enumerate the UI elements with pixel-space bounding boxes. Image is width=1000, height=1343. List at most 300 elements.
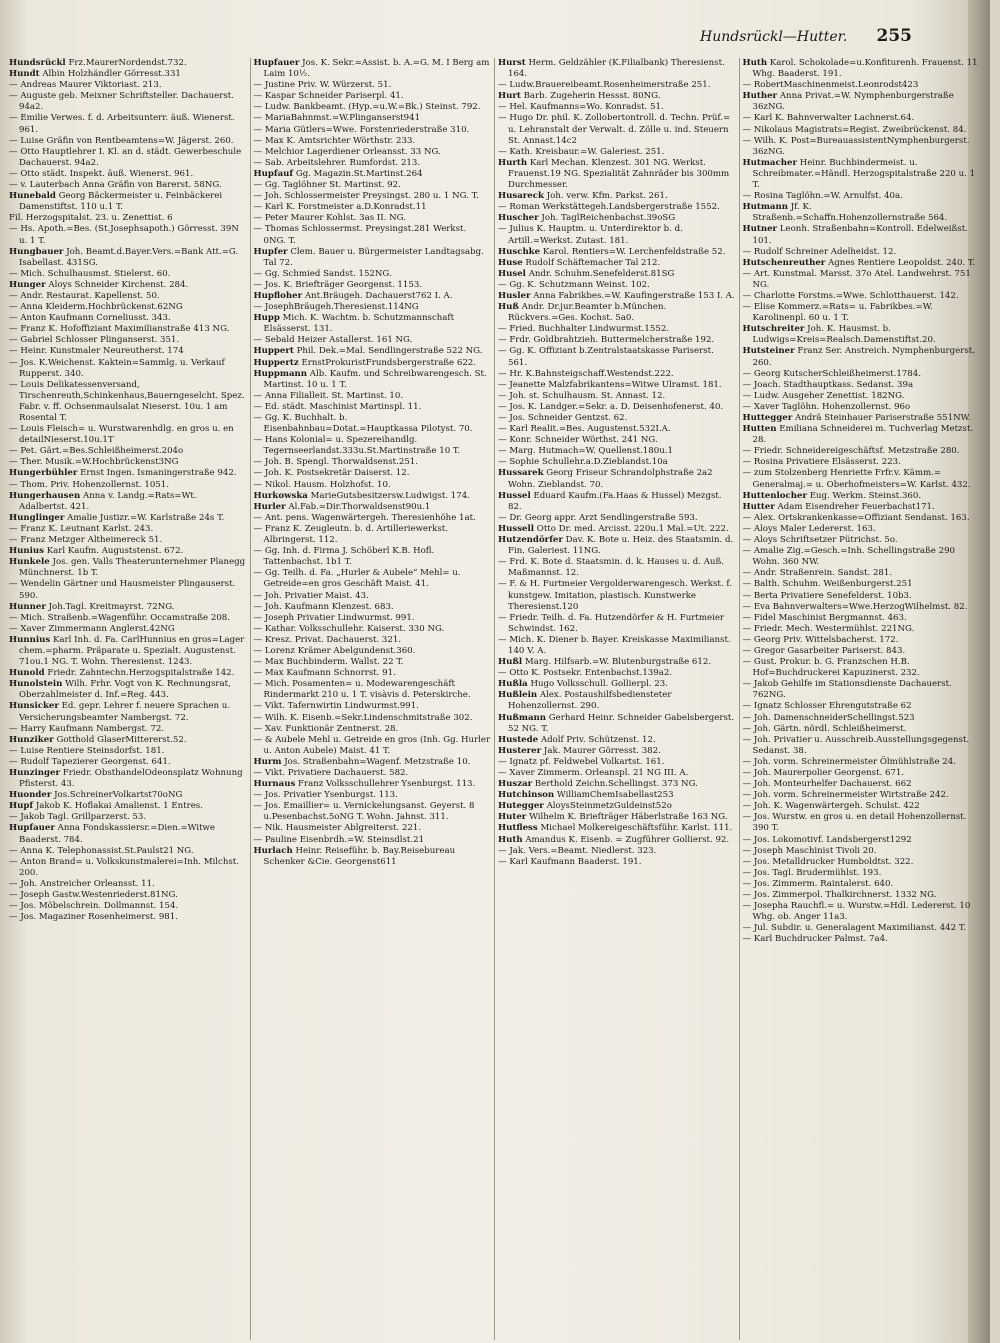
entry-details: — Kathar. Volksschullehr. Kaiserst. 330 NG. [253, 623, 445, 634]
entry-details: — Jos. Wurstw. en gros u. en detail Hohenzollernst. 390 T. [742, 812, 967, 834]
entry-surname: Hungerbühler [9, 468, 78, 479]
entry-details: — Joh. K. Postsekretär Daiserst. 12. [253, 468, 410, 479]
directory-entry [743, 890, 982, 901]
entry-details: — Andr. Straßenrein. Sandst. 281. [742, 568, 893, 579]
entry-surname: Hustede [498, 734, 539, 745]
directory-entry [254, 624, 492, 635]
entry-details: — Julius K. Hauptm. u. Unterdirektor b. d. Artill.=Werkst. Zutast. 181. [498, 224, 683, 246]
directory-entry [9, 446, 247, 457]
directory-entry [9, 468, 247, 479]
directory-entry [254, 568, 492, 590]
entry-details: — Dr. Georg appr. Arzt Sendlingerstraße 593. [498, 512, 698, 523]
entry-surname: Huther [742, 91, 778, 102]
entry-details: — Joh. st. Schulhausm. St. Annast. 12. [498, 390, 666, 401]
entry-details: Anna Fondskassiersr.=Dien.=Witwe Baaderst. 784. [19, 823, 215, 845]
directory-entry [254, 779, 492, 790]
directory-entry [498, 468, 736, 490]
entry-details: Adolf Priv. Schützenst. 12. [540, 734, 656, 745]
entry-details: — Emilie Verwes. f. d. Arbeitsunterr. äuß. Wienerst. 961. [9, 113, 235, 135]
directory-entry [498, 679, 736, 690]
directory-entry [254, 391, 492, 402]
entry-details: — Pauline Eisenbrdh.=W. Steinsdlst.21 [253, 834, 425, 845]
directory-entry [498, 435, 736, 446]
directory-entry [498, 779, 736, 790]
entry-details: — Ignatz pf. Feldwebel Volkartst. 161. [498, 756, 665, 767]
entry-details: — Marg. Hutmach=W. Quellenst.180u.1 [498, 446, 673, 457]
entry-details: — Friedr. Schneidereigeschäftsf. Metzstraße 280. [742, 446, 960, 457]
entry-surname: Huse [498, 257, 523, 268]
directory-entry [254, 169, 492, 180]
directory-entry [743, 491, 982, 502]
directory-entry [743, 713, 982, 724]
directory-entry [743, 391, 982, 402]
entry-details: — Vikt. Tafernwirtin Lindwurmst.991. [253, 701, 419, 712]
entry-details: — Anton Brand= u. Volkskunstmalerei=Inh. Milchst. 200. [9, 856, 239, 878]
entry-details: — Wilh. K. Post=BureauassistentNymphenburgerst. 36zNG. [742, 135, 970, 157]
entry-details: Ed. gepr. Lehrer f. neuere Sprachen u. Versicherungsbeamter Nambergst. 72. [19, 701, 231, 723]
entry-details: Agnes Rentiere Leopoldst. 240. T. [828, 257, 976, 268]
directory-entry [498, 446, 736, 457]
entry-details: Jf. K. Straßenb.=Schaffn.Hohenzollernstraße 564. [752, 202, 948, 224]
directory-entry [9, 801, 247, 812]
entry-surname: Husler [498, 290, 531, 301]
directory-entry [498, 613, 736, 635]
entry-surname: Huppertz [253, 357, 299, 368]
entry-details: Gotthold GlaserMittererst.52. [56, 734, 187, 745]
entry-details: — Otto städt. Inspekt. äuß. Wienerst. 961. [9, 168, 194, 179]
entry-surname: Hußmann [498, 712, 547, 723]
entry-details: Jos. K. Sekr.=Assist. b. A.=G. M. I Berg am Laim 10½. [263, 58, 490, 80]
directory-entry [254, 668, 492, 679]
directory-entry [743, 768, 982, 779]
directory-entry [743, 868, 982, 879]
directory-entry [743, 591, 982, 602]
entry-details: — Xav. Funktionär Zentnerst. 28. [253, 723, 399, 734]
directory-entry [254, 313, 492, 335]
directory-entry [743, 58, 982, 80]
entry-details: — Melchior Lagerdiener Orleansst. 33 NG. [253, 146, 441, 157]
entry-details: Jos.SchreinerVolkartst70oNG [54, 790, 183, 801]
entry-details: — Gg. K. Offiziant b.Zentralstaatskasse Pariserst. 561. [498, 346, 714, 368]
entry-details: Eug. Werkm. Steinst.360. [809, 490, 922, 501]
entry-details: — Justine Priv. W. Würzerst. 51. [253, 80, 392, 91]
entry-details: Albin Holzhändler Görresst.331 [42, 69, 181, 80]
entry-details: Barb. Zugeherin Hessst. 80NG. [523, 91, 661, 102]
directory-entry [9, 113, 247, 135]
directory-entry [254, 468, 492, 479]
entry-surname: Hundsrückl [9, 58, 66, 68]
directory-entry [254, 591, 492, 602]
entry-details: — Gg. K. Buchhalt. b. Eisenbahnbau=Dotat.=Hauptkassa Pilotyst. 70. [253, 413, 473, 435]
entry-surname: Hußla [498, 679, 528, 690]
directory-entry [498, 258, 736, 269]
directory-entry [9, 579, 247, 601]
directory-entry [498, 380, 736, 391]
directory-entry [743, 812, 982, 834]
directory-entry [254, 502, 492, 513]
entry-details: — Joh. Privatier Maist. 43. [253, 590, 369, 601]
entry-details: Jos. gen. Valls Theaterunternehmer Planegg Münchnerst. 1b T. [19, 557, 246, 579]
entry-surname: Hunglinger [9, 512, 65, 523]
column-1 [6, 58, 251, 1340]
page-number: 255 [876, 26, 912, 46]
entry-surname: Huttegger [742, 413, 793, 423]
entry-details: — Rudolf Tapezierer Georgenst. 641. [9, 756, 171, 767]
entry-surname: Hurler [253, 501, 286, 512]
entry-surname: Hutzendörfer [498, 535, 563, 546]
directory-entry [743, 258, 982, 269]
directory-entry [9, 535, 247, 546]
directory-entry [254, 369, 492, 391]
directory-entry [743, 468, 982, 490]
entry-surname: Hunolstein [9, 679, 63, 690]
directory-entry [743, 224, 982, 246]
directory-entry [254, 191, 492, 202]
entry-details: — Joh. K. Wagenwärtergeh. Schulst. 422 [742, 801, 920, 812]
directory-entry [254, 524, 492, 546]
directory-entry [254, 269, 492, 280]
entry-details: Wilh. Frhr. Vogt von K. Rechnungsrat, Oberzahlmeister d. Inf.=Reg. 443. [19, 679, 231, 701]
entry-details: — Karl K. Bahnverwalter Lachnerst.64. [742, 113, 915, 124]
directory-entry [9, 480, 247, 491]
entry-details: — Friedr. Mech. Westermühlst. 221NG. [742, 623, 915, 634]
entry-details: Ernst Ingen. Ismaningerstraße 942. [80, 468, 237, 479]
directory-entry [498, 857, 736, 868]
directory-entry [254, 402, 492, 413]
entry-surname: Hupf [9, 801, 34, 812]
entry-details: — Franz K. Leutnant Karlst. 243. [9, 523, 154, 534]
entry-details: — Joh. Privatier u. Ausschreib.Ausstellungsgegenst. Sedanst. 38. [742, 734, 970, 756]
entry-surname: Hunius [9, 546, 44, 557]
entry-details: Alex. Postaushilfsbediensteter Hohenzollernst. 290. [508, 690, 672, 712]
directory-entry [498, 690, 736, 712]
entry-surname: Hutten [742, 424, 777, 435]
directory-entry [743, 879, 982, 890]
directory-entry [9, 280, 247, 291]
entry-surname: Huth [498, 834, 523, 845]
entry-surname: Huttenlocher [742, 490, 807, 501]
entry-details: — Ludw. Bankbeamt. (Hyp.=u.W.=Bk.) Steinst. 792. [253, 102, 481, 113]
directory-entry [743, 502, 982, 513]
directory-entry [9, 757, 247, 768]
entry-surname: Huppmann [253, 368, 308, 379]
entry-details: — Fidel Maschinist Bergmannst. 463. [742, 612, 907, 623]
directory-entry [498, 202, 736, 213]
directory-entry [9, 491, 247, 513]
entry-details: — Eva Bahnverwalters=Wwe.HerzogWilhelmst. 82. [742, 601, 968, 612]
directory-entry [743, 302, 982, 324]
entry-details: — Harry Kaufmann Nambergst. 72. [9, 723, 165, 734]
entry-details: Fil. Herzogspitalst. 23. u. Zenettist. 6 [9, 213, 173, 224]
entry-details: — Joh. Kaufmann Klenzest. 683. [253, 601, 394, 612]
entry-details: — Joh. vorm. Schreinermeister Ölmühlstraße 24. [742, 756, 956, 767]
entry-surname: Hußl [498, 657, 523, 668]
entry-details: Leonh. Straßenbahn=Kontroll. Edelweißst. 101. [752, 224, 968, 246]
directory-entry [498, 790, 736, 801]
entry-details: Andr. Dr.jur.Beamter b.München. Rückvers.=Ges. Kochst. 5a0. [508, 302, 667, 324]
entry-details: — Jos. Zimmerpol. Thalkirchnerst. 1332 NG. [742, 890, 937, 901]
entry-details: Al.Fab.=Dir.Thorwaldsenst90u.1 [288, 501, 431, 512]
directory-entry [9, 746, 247, 757]
directory-entry [9, 224, 247, 246]
directory-entry [743, 535, 982, 546]
directory-entry [254, 102, 492, 113]
directory-entry [498, 846, 736, 857]
entry-surname: Hunger [9, 279, 46, 290]
directory-entry [254, 657, 492, 668]
entry-surname: Husareck [498, 191, 544, 202]
directory-entry [743, 513, 982, 524]
directory-entry [9, 624, 247, 635]
directory-entry [254, 202, 492, 213]
directory-entry [254, 757, 492, 768]
directory-entry [743, 934, 982, 945]
entry-surname: Hungbauer [9, 246, 64, 257]
entry-details: — Anna Kleiderm.Hochbrückenst.62NG [9, 302, 183, 313]
entry-details: — Kaspar Schneider Pariserpl. 41. [253, 91, 404, 102]
entry-surname: Hutmacher [742, 157, 797, 168]
directory-entry [498, 280, 736, 291]
entry-surname: Hutmann [742, 202, 788, 213]
directory-entry [9, 602, 247, 613]
entry-surname: Hundt [9, 69, 40, 80]
directory-entry [743, 91, 982, 113]
directory-entry [743, 857, 982, 868]
directory-entry [743, 457, 982, 468]
entry-details: Joh.Tagl. Kreitmayrst. 72NG. [48, 601, 175, 612]
entry-surname: Husterer [498, 745, 542, 756]
directory-entry [254, 91, 492, 102]
entry-details: Anna Privat.=W. Nymphenburgerstraße 36zNG. [752, 91, 954, 113]
entry-surname: Hussell [498, 523, 535, 534]
entry-details: Heinr. Reiseführ. b. Bay.Reisebureau Schenker &Cie. Georgenst611 [263, 845, 456, 867]
entry-details: — Mich. Straßenb.=Wagenführ. Occamstraße 208. [9, 612, 230, 623]
entry-details: — Gregor Gasarbeiter Pariserst. 843. [742, 645, 906, 656]
directory-entry [498, 768, 736, 779]
directory-entry [498, 535, 736, 557]
entry-surname: Hunzinger [9, 768, 61, 778]
entry-details: — Otto Hauptlehrer I. Kl. an d. städt. Gewerbeschule Dachauerst. 94a2. [9, 146, 242, 168]
directory-entry [254, 213, 492, 224]
entry-details: Clem. Bauer u. Bürgermeister Landtagsabg. Tal 72. [263, 246, 484, 268]
directory-entry [498, 324, 736, 335]
entry-details: Karol. Rentiers=W. Lerchenfeldstraße 52. [542, 246, 726, 257]
entry-details: — Roman Werkstättegeh.Landsbergerstraße 1552. [498, 202, 720, 213]
entry-details: — F. & H. Furtmeier Vergolderwarengesch. Werkst. f. kunstgew. Imitation, plastisch. Kunstwerke Theresienst.120 [498, 579, 732, 612]
entry-details: — Joh. Anstreicher Orleansst. 11. [9, 878, 155, 889]
entry-details: — Jos. Tagl. Brudermühlst. 193. [742, 867, 882, 878]
entry-details: Marg. Hilfsarb.=W. Blutenburgstraße 612. [524, 657, 712, 668]
directory-entry [254, 158, 492, 169]
entry-surname: Hunziker [9, 734, 54, 745]
entry-surname: Huß [498, 302, 519, 313]
entry-surname: Hutegger [498, 801, 544, 812]
directory-entry [743, 790, 982, 801]
entry-details: — Anton Kaufmann Corneliusst. 343. [9, 313, 171, 324]
directory-entry [9, 912, 247, 923]
directory-entry [9, 147, 247, 169]
directory-entry [498, 335, 736, 346]
directory-entry [498, 58, 736, 80]
entry-details: — Aloys Maler Ledererst. 163. [742, 523, 876, 534]
entry-details: — Georg Priv. Wittelsbacherst. 172. [742, 634, 899, 645]
entry-details: — JosephBräugeh.Theresienst.114NG [253, 302, 419, 313]
entry-details: — Gg. K. Schutzmann Weinst. 102. [498, 279, 650, 290]
entry-surname: Hurt [498, 91, 521, 102]
entry-details: — Gg. Teilh. d. Fa. „Hurler & Aubele“ Mehl= u. Getreide=en gros Geschäft Maist. 41. [253, 568, 461, 590]
directory-entry [9, 380, 247, 424]
entry-details: AloysSteinmetzGuldeinst52o [546, 801, 672, 812]
entry-details: Phil. Dek.=Mal. Sendlingerstraße 522 NG. [296, 346, 483, 357]
entry-details: — Hans Kolonial= u. Spezereihandlg. Tegernseerlandst.333u.St.Martinstraße 10 T. [253, 435, 461, 457]
directory-entry [254, 125, 492, 136]
directory-entry [254, 224, 492, 246]
entry-details: Emiliana Schneiderei m. Tuchverlag Metzst. 28. [752, 424, 974, 446]
entry-details: Alb. Kaufm. und Schreibwarengesch. St. Martinst. 10 u. 1 T. [263, 368, 487, 390]
entry-details: — Jeanette Malzfabrikantens=Witwe Ulramst. 181. [498, 379, 722, 390]
entry-details: — Kresz. Privat. Dachauerst. 321. [253, 634, 402, 645]
entry-details: — & Aubele Mehl u. Getreide en gros (Inh. Gg. Hurler u. Anton Aubele) Maist. 41 T. [253, 734, 491, 756]
directory-entry [9, 546, 247, 557]
entry-surname: Hurth [498, 157, 528, 168]
directory-entry [9, 269, 247, 280]
directory-entry [9, 701, 247, 723]
directory-entry [254, 147, 492, 158]
entry-surname: Hupfauf [253, 168, 294, 179]
entry-details: — Fried. Buchhalter Lindwurmst.1552. [498, 324, 670, 335]
entry-details: — Jos. Metalldrucker Humboldtst. 322. [742, 856, 914, 867]
directory-entry [254, 136, 492, 147]
entry-details: Ant.Bräugeh. Dachauerst762 I. A. [304, 290, 453, 301]
entry-details: — Louis Fleisch= u. Wurstwarenhdlg. en gros u. en detailNieserst.10u.1T [9, 424, 234, 446]
directory-entry [254, 435, 492, 457]
directory-entry [498, 801, 736, 812]
directory-entry [743, 113, 982, 124]
directory-entry [498, 291, 736, 302]
entry-details: — Thom. Priv. Hohenzollernst. 1051. [9, 479, 169, 490]
entry-details: Wilhelm K. Briefträger Häberlstraße 163 NG. [529, 812, 728, 823]
directory-entry [9, 846, 247, 857]
directory-entry [9, 191, 247, 213]
entry-details: Andrä Steinhauer Pariserstraße 551NW. [795, 413, 971, 423]
entry-details: Hugo Volksschull. Gollierpl. 23. [530, 679, 668, 690]
entry-details: — Friedr. Teilh. d. Fa. Hutzendörfer & H. Furtmeier Schwindst. 162. [498, 612, 725, 634]
entry-details: Karol. Schokolade=u.Konfiturenh. Frauenst. 11 Whg. Baaderst. 191. [752, 58, 978, 80]
entry-details: — Anna K. Telephonassist.St.Paulst21 NG. [9, 845, 194, 856]
entry-details: — Mich. Posamenten= u. Modewarengeschäft Rindermarkt 210 u. 1 T. visàvis d. Peterskirche. [253, 679, 471, 701]
entry-details: — Gg. Taglöhner St. Martinst. 92. [253, 180, 401, 191]
directory-entry [254, 768, 492, 779]
directory-entry [254, 646, 492, 657]
entry-details: — Xaver Zimmermann Anglerst.42NG [9, 623, 175, 634]
entry-details: — Max Kaufmann Schnorrst. 91. [253, 668, 396, 679]
directory-entry [254, 546, 492, 568]
directory-entry [743, 724, 982, 735]
directory-entry [254, 679, 492, 701]
directory-entry [9, 302, 247, 313]
directory-entry [743, 701, 982, 712]
entry-surname: Hurnaus [253, 779, 296, 790]
entry-surname: Huth [742, 58, 768, 68]
directory-entry [254, 413, 492, 435]
entry-details: — Joh. DamenschneiderSchellingst.523 [742, 712, 915, 723]
directory-entry [9, 346, 247, 357]
column-3 [495, 58, 740, 1340]
entry-details: — Mich. K. Diener b. Bayer. Kreiskasse Maximilianst. 140 V. A. [498, 634, 731, 656]
entry-details: Rudolf Schäftemacher Tal 212. [525, 257, 661, 268]
entry-surname: Hussarek [498, 468, 544, 479]
directory-entry [254, 823, 492, 834]
entry-surname: Huppert [253, 346, 294, 357]
entry-surname: Hupfauer [9, 823, 55, 834]
entry-details: — Heinr. Kunstmaler Neureutherst. 174 [9, 346, 184, 357]
entry-details: — Frdr. Goldbrahtzieh. Buttermelcherstraße 192. [498, 335, 715, 346]
directory-entry [498, 823, 736, 834]
entry-surname: Hutchinson [498, 790, 555, 801]
entry-details: ErnstProkuristFrundsbergerstraße 622. [301, 357, 477, 368]
directory-entry [743, 801, 982, 812]
entry-surname: Hupfloher [253, 290, 303, 301]
directory-entry [9, 890, 247, 901]
entry-surname: Hutfless [498, 823, 538, 834]
directory-entry [743, 646, 982, 657]
directory-entry [9, 812, 247, 823]
running-title: Hundsrückl—Hutter. [700, 29, 848, 45]
directory-entry [9, 524, 247, 535]
entry-surname: Hupfer [253, 246, 288, 257]
entry-details: — Ludw. Ausgeher Zenettist. 182NG. [742, 390, 905, 401]
directory-entry [743, 369, 982, 380]
entry-details: Berthold Zeichn.Schellingst. 373 NG. [534, 779, 698, 790]
entry-details: MarieGutsbesitzersw.Ludwigst. 174. [310, 490, 470, 501]
entry-details: — Joh. Gärtn. nördl. Schleißheimerst. [742, 723, 907, 734]
directory-entry [9, 668, 247, 679]
entry-details: — Alex. Ortskrankenkasse=Offiziant Sendanst. 163. [742, 512, 970, 523]
entry-details: — Sebald Heizer Astallerst. 161 NG. [253, 335, 413, 346]
entry-details: — Karl K. Forstmeister a.D.Konradst.11 [253, 202, 427, 213]
directory-entry [9, 901, 247, 912]
directory-entry [743, 901, 982, 923]
entry-surname: Huter [498, 812, 527, 823]
entry-details: — RobertMaschinenmeist.Leonrodst423 [742, 80, 919, 91]
directory-entry [498, 91, 736, 102]
directory-entry [743, 835, 982, 846]
entry-surname: Hutschreiter [742, 324, 805, 335]
directory-entry [743, 291, 982, 302]
entry-details: — Joh. Schlossermeister Preysingst. 280 u. 1 NG. T. [253, 191, 479, 202]
directory-entry [254, 180, 492, 191]
directory-entry [743, 657, 982, 679]
directory-entry [498, 391, 736, 402]
directory-entry [9, 247, 247, 269]
directory-entry [254, 491, 492, 502]
entry-details: — Hel. Kaufmanns=Wo. Konradst. 51. [498, 102, 664, 113]
entry-surname: Hunebald [9, 191, 56, 202]
entry-details: — Georg KutscherSchleißheimerst.1784. [742, 368, 921, 379]
directory-entry [743, 424, 982, 446]
entry-details: Joh. verw. Kfm. Parkst. 261. [546, 191, 668, 202]
directory-entry [743, 923, 982, 934]
entry-details: — Gabriel Schlosser Plinganserst. 351. [9, 335, 180, 346]
entry-details: — Karl Kaufmann Baaderst. 191. [498, 856, 642, 867]
entry-details: — Lorenz Krämer Abelgundenst.360. [253, 645, 416, 656]
directory-entry [743, 735, 982, 757]
directory-entry [498, 812, 736, 823]
entry-surname: Hutner [742, 224, 778, 235]
directory-entry [498, 147, 736, 158]
directory-entry [498, 757, 736, 768]
directory-entry [254, 635, 492, 646]
